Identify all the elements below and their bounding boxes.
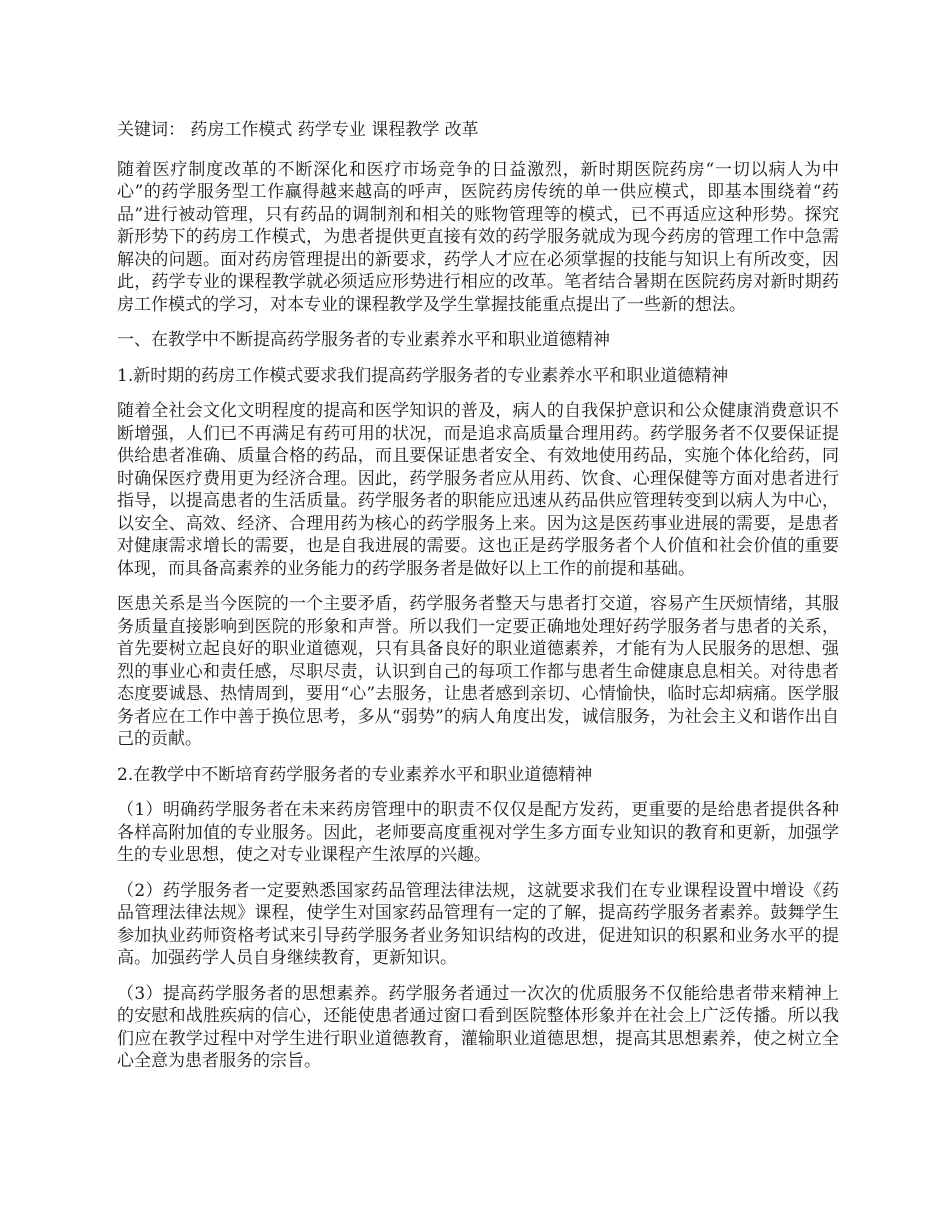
body-paragraph-2: 医患关系是当今医院的一个主要矛盾，药学服务者整天与患者打交道，容易产生厌烦情绪，其服务质量直接影响到医院的形象和声誉。所以我们一定要正确地处理好药学服务者与患者的关系，首先要树立起良好的职业道德观，只有具备良好的职业道德素养，才能有为人民服务的思想、强烈的事业心和责任感，尽职尽责，认识到自己的每项工作都与患者生命健康息息相关。对待患者态度要诚恳、热情周到，要用“心”去服务，让患者感到亲切、心情愉快，临时忘却病痛。医学服务者应在工作中善于换位思考，多从“弱势”的病人角度出发，诚信服务，为社会主义和谐作出自己的贡献。 [117,594,839,749]
body-paragraph-1: 随着全社会文化文明程度的提高和医学知识的普及，病人的自我保护意识和公众健康消费意识不断增强，人们已不再满足有药可用的状况，而是追求高质量合理用药。药学服务者不仅要保证提供给患者准确、质量合格的药品，而且要保证患者安全、有效地使用药品，实施个体化给药，同时确保医疗费用更为经济合理。因此，药学服务者应从用药、饮食、心理保健等方面对患者进行指导，以提高患者的生活质量。药学服务者的职能应迅速从药品供应管理转变到以病人为中心，以安全、高效、经济、合理用药为核心的药学服务上来。因为这是医药事业进展的需要，是患者对健康需求增长的需要，也是自我进展的需要。这也正是药学服务者个人价值和社会价值的重要体现，而具备高素养的业务能力的药学服务者是做好以上工作的前提和基础。 [117,401,839,579]
keywords-line: 关键词： 药房工作模式 药学专业 课程教学 改革 [117,120,479,140]
section-heading-1: 一、在教学中不断提高药学服务者的专业素养水平和职业道德精神 [117,330,610,350]
list-item-1: （1）明确药学服务者在未来药房管理中的职责不仅仅是配方发药，更重要的是给患者提供各种各样高附加值的专业服务。因此，老师要高度重视对学生多方面专业知识的教育和更新，加强学生的专业思想，使之对专业课程产生浓厚的兴趣。 [117,800,839,865]
intro-paragraph: 随着医疗制度改革的不断深化和医疗市场竞争的日益激烈，新时期医院药房“一切以病人为中心”的药学服务型工作赢得越来越高的呼声，医院药房传统的单一供应模式，即基本围绕着“药品”进行被动管理，只有药品的调制剂和相关的账物管理等的模式，已不再适应这种形势。探究新形势下的药房工作模式，为患者提供更直接有效的药学服务就成为现今药房的管理工作中急需解决的问题。面对药房管理提出的新要求，药学人才应在必须掌握的技能与知识上有所改变，因此，药学专业的课程教学就必须适应形势进行相应的改革。笔者结合暑期在医院药房对新时期药房工作模式的学习，对本专业的课程教学及学生掌握技能重点提出了一些新的想法。 [117,159,839,315]
document-page [117,119,839,1073]
subsection-heading-2: 2.在教学中不断培育药学服务者的专业素养水平和职业道德精神 [117,764,593,785]
subsection-heading-1: 1.新时期的药房工作模式要求我们提高药学服务者的专业素养水平和职业道德精神 [117,365,729,386]
list-item-3: （3）提高药学服务者的思想素养。药学服务者通过一次次的优质服务不仅能给患者带来精神上的安慰和战胜疾病的信心，还能使患者通过窗口看到医院整体形象并在社会上广泛传播。所以我们应在教学过程中对学生进行职业道德教育，灌输职业道德思想，提高其思想素养，使之树立全心全意为患者服务的宗旨。 [117,983,839,1071]
list-item-2: （2）药学服务者一定要熟悉国家药品管理法律法规，这就要求我们在专业课程设置中增设《药品管理法律法规》课程，使学生对国家药品管理有一定的了解，提高药学服务者素养。鼓舞学生参加执业药师资格考试来引导药学服务者业务知识结构的改进，促进知识的积累和业务水平的提高。加强药学人员自身继续教育，更新知识。 [117,880,839,968]
